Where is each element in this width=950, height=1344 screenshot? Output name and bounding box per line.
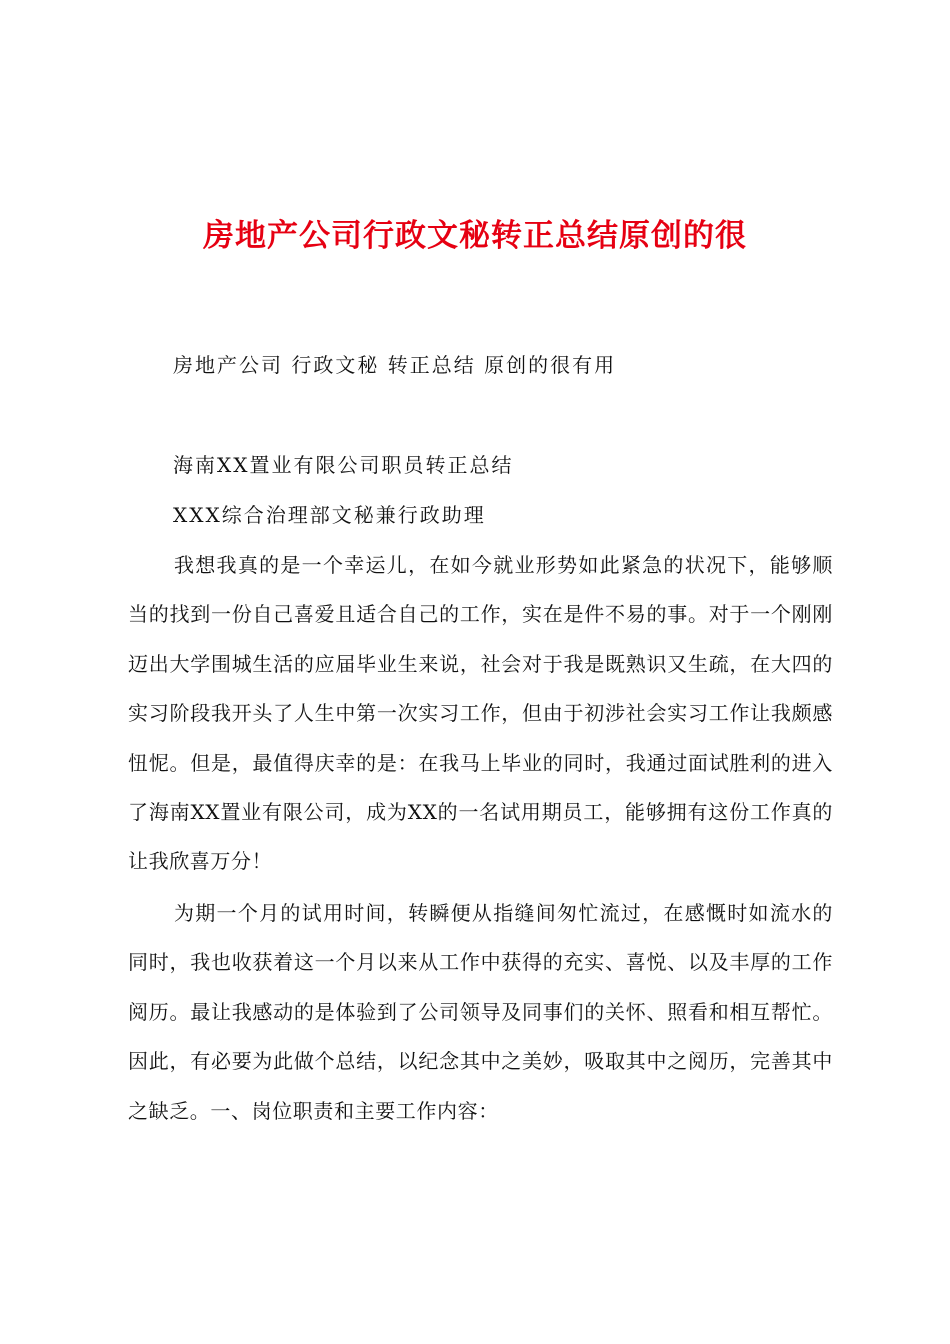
document-subtitle: 房地产公司 行政文秘 转正总结 原创的很有用	[173, 353, 617, 377]
body-paragraph: 我想我真的是一个幸运儿，在如今就业形势如此紧急的状况下，能够顺当的找到一份自己喜爱且适合自己的工作，实在是件不易的事。对于一个刚刚迈出大学围城生活的应届毕业生来说，社会对于我是既熟识又生疏，在大四的实习阶段我开头了人生中第一次实习工作，但由于初涉社会实习工作让我颇感忸怩。但是，最值得庆幸的是：在我马上毕业的同时，我通过面试胜利的进入了海南XX置业有限公司，成为XX的一名试用期员工，能够拥有这份工作真的让我欣喜万分！	[128, 553, 833, 874]
company-line: 海南XX置业有限公司职员转正总结	[173, 453, 514, 477]
document-title: 房地产公司行政文秘转正总结原创的很	[203, 218, 747, 254]
body-paragraph: 为期一个月的试用时间，转瞬便从指缝间匆忙流过，在感慨时如流水的同时，我也收获着这一个月以来从工作中获得的充实、喜悦、以及丰厚的工作阅历。最让我感动的是体验到了公司领导及同事们的关怀、照看和相互帮忙。因此，有必要为此做个总结，以纪念其中之美妙，吸取其中之阅历，完善其中之缺乏。一、岗位职责和主要工作内容：	[128, 901, 833, 1123]
position-line: XXX综合治理部文秘兼行政助理	[173, 503, 486, 527]
